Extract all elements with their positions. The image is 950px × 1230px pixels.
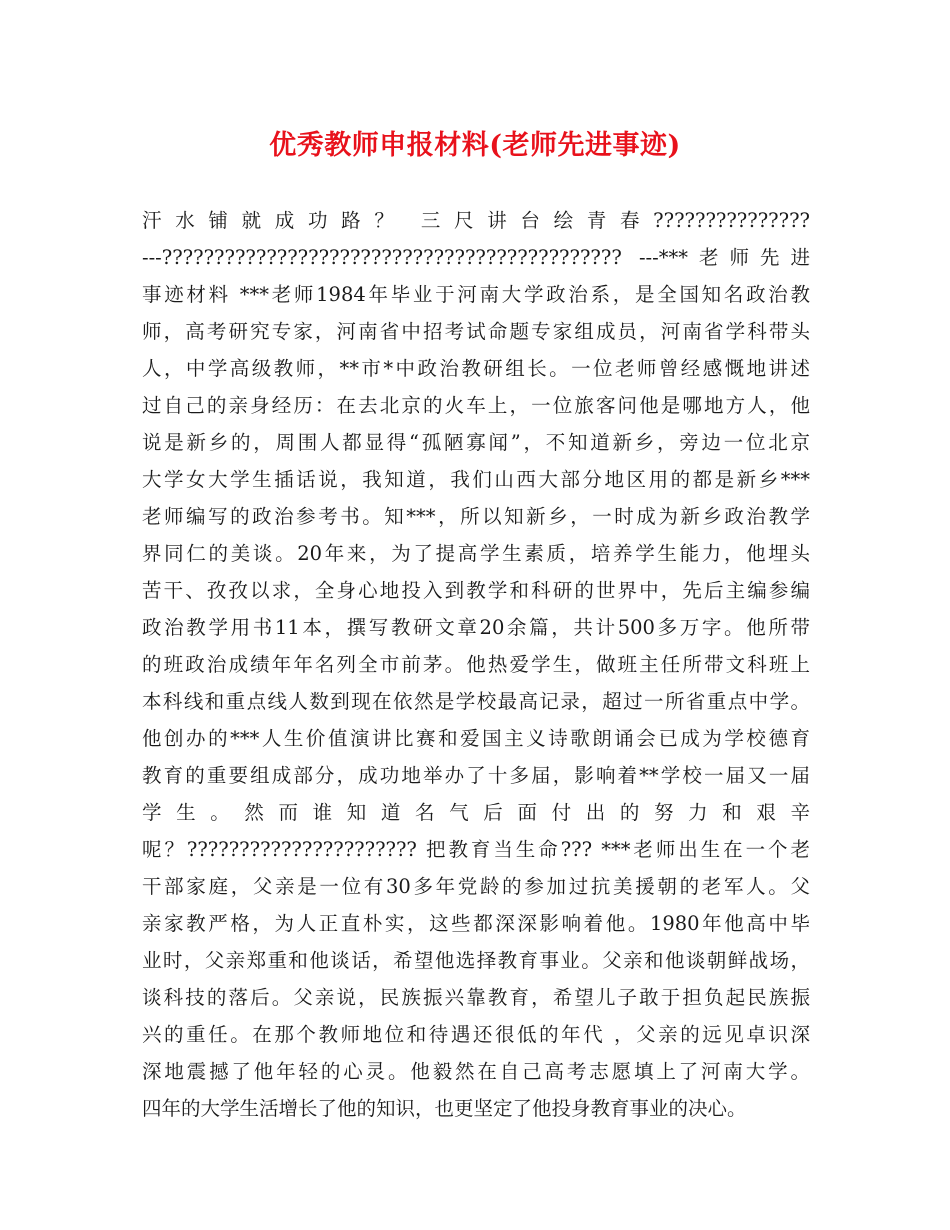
- body-text-line: 呢？?????????????????????? 把教育当生命??? ***老师出生在一个老: [142, 838, 810, 861]
- body-text-line: 学 生 。 然 而 谁 知 道 名 气 后 面 付 出 的 努 力 和 艰 辛: [142, 801, 810, 824]
- body-text-line: 的班政治成绩年年名列全市前茅。他热爱学生，做班主任所带文科班上: [142, 653, 810, 676]
- body-text-line: 本科线和重点线人数到现在依然是学校最高记录，超过一所省重点中学。: [142, 690, 810, 713]
- body-text-line: 人，中学高级教师，**市*中政治教研组长。一位老师曾经感慨地讲述: [142, 357, 810, 380]
- body-text-line: 说是新乡的，周围人都显得“孤陋寡闻”，不知道新乡，旁边一位北京: [142, 431, 810, 454]
- body-text-line: 干部家庭，父亲是一位有30多年党龄的参加过抗美援朝的老军人。父: [142, 875, 810, 898]
- body-text-line: 业时，父亲郑重和他谈话，希望他选择教育事业。父亲和他谈朝鲜战场，: [142, 949, 810, 972]
- body-text-line: 四年的大学生活增长了他的知识，也更坚定了他投身教育事业的决心。: [142, 1097, 747, 1120]
- body-text-line: 亲家教严格，为人正直朴实，这些都深深影响着他。1980年他高中毕: [142, 912, 810, 935]
- body-text-line: ---???????????????????????????????????????????? ---***老师先进: [142, 246, 810, 269]
- body-text-line: 谈科技的落后。父亲说，民族振兴靠教育，希望儿子敢于担负起民族振: [142, 986, 810, 1009]
- body-text-line: 老师编写的政治参考书。知***，所以知新乡，一时成为新乡政治教学: [142, 505, 810, 528]
- body-text-line: 界同仁的美谈。20年来，为了提高学生素质，培养学生能力，他埋头: [142, 542, 810, 565]
- body-text-line: 事迹材料 ***老师1984年毕业于河南大学政治系，是全国知名政治教: [142, 283, 810, 306]
- body-text-line: 教育的重要组成部分，成功地举办了十多届，影响着**学校一届又一届: [142, 764, 810, 787]
- document-body: [142, 202, 810, 1127]
- body-text-line: 深地震撼了他年轻的心灵。他毅然在自己高考志愿填上了河南大学。: [142, 1060, 810, 1083]
- document-title: 优秀教师申报材料(老师先进事迹): [269, 130, 681, 161]
- body-text-line: 兴的重任。在那个教师地位和待遇还很低的年代 ，父亲的远见卓识深: [142, 1023, 810, 1046]
- body-text-line: 师，高考研究专家，河南省中招考试命题专家组成员，河南省学科带头: [142, 320, 810, 343]
- body-text-line: 过自己的亲身经历：在去北京的火车上，一位旅客问他是哪地方人，他: [142, 394, 810, 417]
- body-text-line: 大学女大学生插话说，我知道，我们山西大部分地区用的都是新乡***: [142, 468, 810, 491]
- body-text-line: 苦干、孜孜以求，全身心地投入到教学和科研的世界中，先后主编参编: [142, 579, 810, 602]
- body-text-line: 他创办的***人生价值演讲比赛和爱国主义诗歌朗诵会已成为学校德育: [142, 727, 810, 750]
- body-text-line: 政治教学用书11本，撰写教研文章20余篇，共计500多万字。他所带: [142, 616, 810, 639]
- body-text-line: 汗 水 铺 就 成 功 路 ？ 三 尺 讲 台 绘 青 春 ???????????????: [142, 209, 810, 232]
